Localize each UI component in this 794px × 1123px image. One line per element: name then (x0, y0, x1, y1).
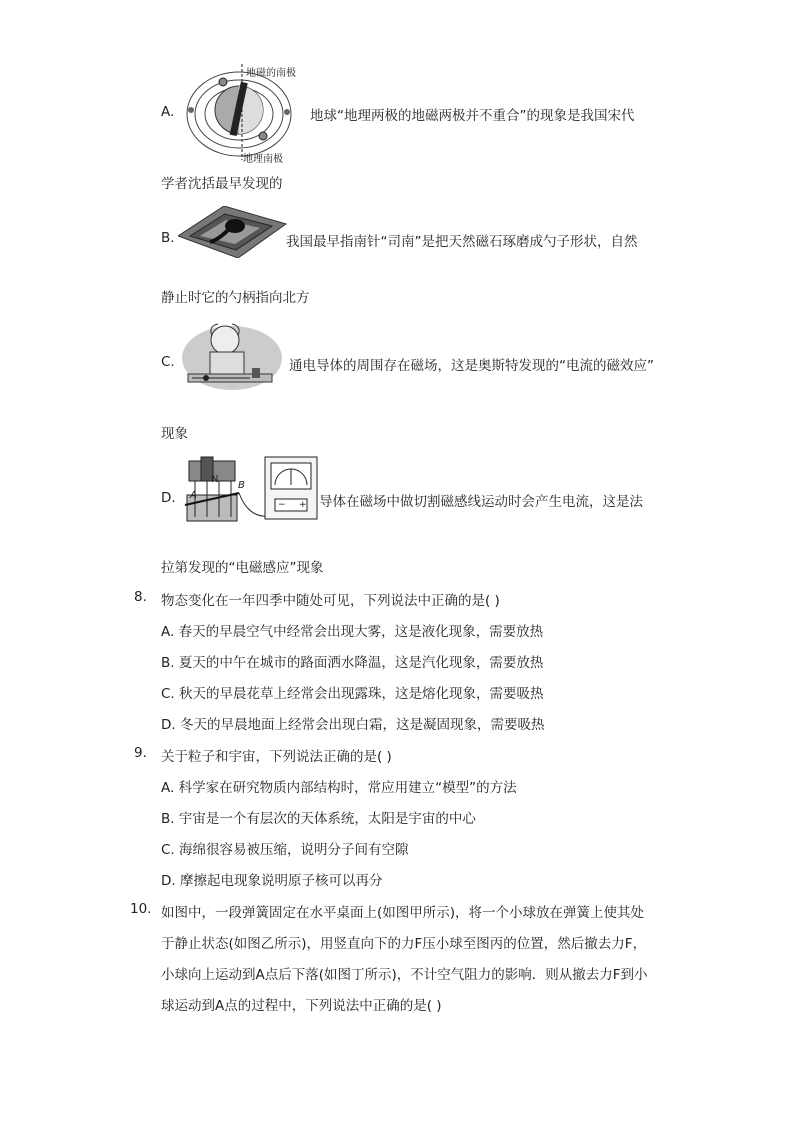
option-c-label: C. (161, 354, 175, 370)
question-9-number: 9. (134, 745, 147, 761)
question-8-option-b: B. 夏天的中午在城市的路面洒水降温，这是汽化现象，需要放热 (161, 655, 544, 671)
question-8-stem: 物态变化在一年四季中随处可见，下列说法中正确的是( ) (161, 593, 500, 609)
question-10-line1: 如图中，一段弹簧固定在水平桌面上(如图甲所示)，将一个小球放在弹簧上使其处 (161, 905, 645, 921)
option-a-text-line1: 地球“地理两极的地磁两极并不重合”的现象是我国宋代 (310, 108, 635, 124)
option-b-text-line1: 我国最早指南针“司南”是把天然磁石琢磨成勺子形状，自然 (286, 234, 638, 250)
question-10-line2: 于静止状态(如图乙所示)，用竖直向下的力F压小球至图丙的位置，然后撤去力F， (161, 936, 647, 952)
figure-label-b: B (238, 480, 245, 491)
electromagnetic-induction-figure (181, 455, 321, 527)
question-10-number: 10. (130, 901, 152, 917)
option-d-text-line1: 导体在磁场中做切割磁感线运动时会产生电流，这是法 (319, 494, 643, 510)
question-9-option-b: B. 宇宙是一个有层次的天体系统，太阳是宇宙的中心 (161, 811, 476, 827)
option-d-label: D. (161, 490, 176, 506)
question-8-option-c: C. 秋天的早晨花草上经常会出现露珠，这是熔化现象，需要吸热 (161, 686, 544, 702)
earth-magnetic-field-figure (183, 64, 295, 164)
figure-label-minus: − (278, 500, 286, 510)
sinan-compass-figure (178, 206, 288, 258)
figure-label-n: N (211, 474, 219, 485)
option-c-text-line2: 现象 (161, 426, 188, 442)
option-a-text-line2: 学者沈括最早发现的 (161, 176, 283, 192)
option-d-text-line2: 拉第发现的“电磁感应”现象 (161, 560, 324, 576)
question-9-option-c: C. 海绵很容易被压缩，说明分子间有空隙 (161, 842, 409, 858)
figure-label-plus: + (299, 500, 307, 510)
question-10-line3: 小球向上运动到A点后下落(如图丁所示)，不计空气阻力的影响．则从撤去力F到小 (161, 967, 648, 983)
option-b-label: B. (161, 230, 175, 246)
figure-label-a: A (190, 490, 197, 501)
figure-label-geographic-south: 地理南极 (243, 154, 283, 165)
question-9-stem: 关于粒子和宇宙，下列说法正确的是( ) (161, 749, 392, 765)
question-8-option-d: D. 冬天的早晨地面上经常会出现白霜，这是凝固现象，需要吸热 (161, 717, 545, 733)
question-9-option-d: D. 摩擦起电现象说明原子核可以再分 (161, 873, 383, 889)
option-b-text-line2: 静止时它的勺柄指向北方 (161, 290, 310, 306)
option-a-label: A. (161, 104, 175, 120)
question-8-option-a: A. 春天的早晨空气中经常会出现大雾，这是液化现象，需要放热 (161, 624, 544, 640)
question-9-option-a: A. 科学家在研究物质内部结构时，常应用建立“模型”的方法 (161, 780, 517, 796)
question-8-number: 8. (134, 589, 147, 605)
option-c-text-line1: 通电导体的周围存在磁场，这是奥斯特发现的“电流的磁效应” (289, 358, 654, 374)
oersted-experiment-figure (180, 318, 284, 396)
figure-label-geomagnetic-south: 地磁的南极 (246, 68, 296, 79)
question-10-line4: 球运动到A点的过程中，下列说法中正确的是( ) (161, 998, 442, 1014)
